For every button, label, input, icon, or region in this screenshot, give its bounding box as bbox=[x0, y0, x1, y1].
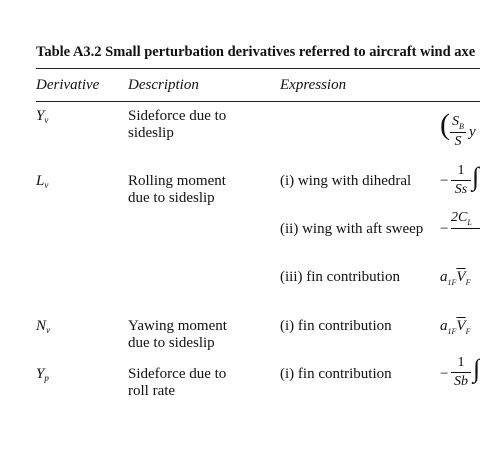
header-expression: Expression bbox=[280, 77, 347, 93]
description-lv bbox=[128, 173, 226, 207]
fraction-bar bbox=[451, 228, 480, 229]
symbol-yv: $Y_v$ bbox=[36, 108, 49, 125]
integral-sign: ∫ bbox=[472, 162, 480, 191]
integral-sign: ∫ bbox=[473, 354, 480, 383]
description-line: Rolling moment bbox=[128, 173, 226, 189]
description-line: sideslip bbox=[128, 125, 174, 141]
fraction-2cl: $2C_L$ bbox=[451, 210, 480, 230]
description-nv bbox=[128, 318, 227, 352]
open-paren: ( bbox=[440, 108, 450, 141]
fraction-bar bbox=[451, 180, 471, 181]
header-derivative: Derivative bbox=[36, 77, 100, 93]
expression-yp-i: (i) fin contribution bbox=[280, 366, 392, 382]
expression-lv-ii: (ii) wing with aft sweep bbox=[280, 221, 424, 237]
expression-nv-i: (i) fin contribution bbox=[280, 318, 392, 334]
expression-lv-i: (i) wing with dihedral bbox=[280, 173, 412, 189]
description-line: due to sideslip bbox=[128, 335, 215, 351]
description-line: roll rate bbox=[128, 383, 176, 399]
symbol-yp: $Y_p$ bbox=[36, 366, 49, 383]
fraction-1-ss: 1 Ss bbox=[451, 163, 471, 198]
minus-sign: − bbox=[440, 173, 449, 189]
description-yp bbox=[128, 366, 226, 400]
description-line: Sideforce due to bbox=[128, 108, 227, 124]
table-caption: Table A3.2 Small perturbation derivatives referred to aircraft wind axe bbox=[36, 44, 476, 60]
top-rule bbox=[36, 68, 480, 69]
formula-a1f-vf: $a_{1F}\overline{V}_F$ bbox=[440, 269, 471, 287]
header-description: Description bbox=[128, 77, 199, 93]
header-rule bbox=[36, 101, 480, 102]
symbol-nv: $N_v$ bbox=[36, 318, 51, 335]
minus-sign: − bbox=[440, 221, 449, 237]
formula-y: y bbox=[469, 124, 476, 140]
description-yv bbox=[128, 108, 226, 142]
fraction-bar bbox=[451, 372, 471, 373]
description-line: Yawing moment bbox=[128, 318, 227, 334]
expression-lv-iii: (iii) fin contribution bbox=[280, 269, 400, 285]
fraction-1-sb: 1 Sb bbox=[451, 355, 471, 390]
description-line: Sideforce due to bbox=[128, 366, 227, 382]
fraction-sb-s: $S_B$ S bbox=[450, 114, 466, 150]
formula-a1f-vf: $a_{1F}\overline{V}_F$ bbox=[440, 318, 471, 336]
description-line: due to sideslip bbox=[128, 190, 215, 206]
symbol-lv: $L_v$ bbox=[36, 173, 49, 190]
fraction-bar bbox=[450, 132, 466, 133]
minus-sign: − bbox=[440, 366, 449, 382]
